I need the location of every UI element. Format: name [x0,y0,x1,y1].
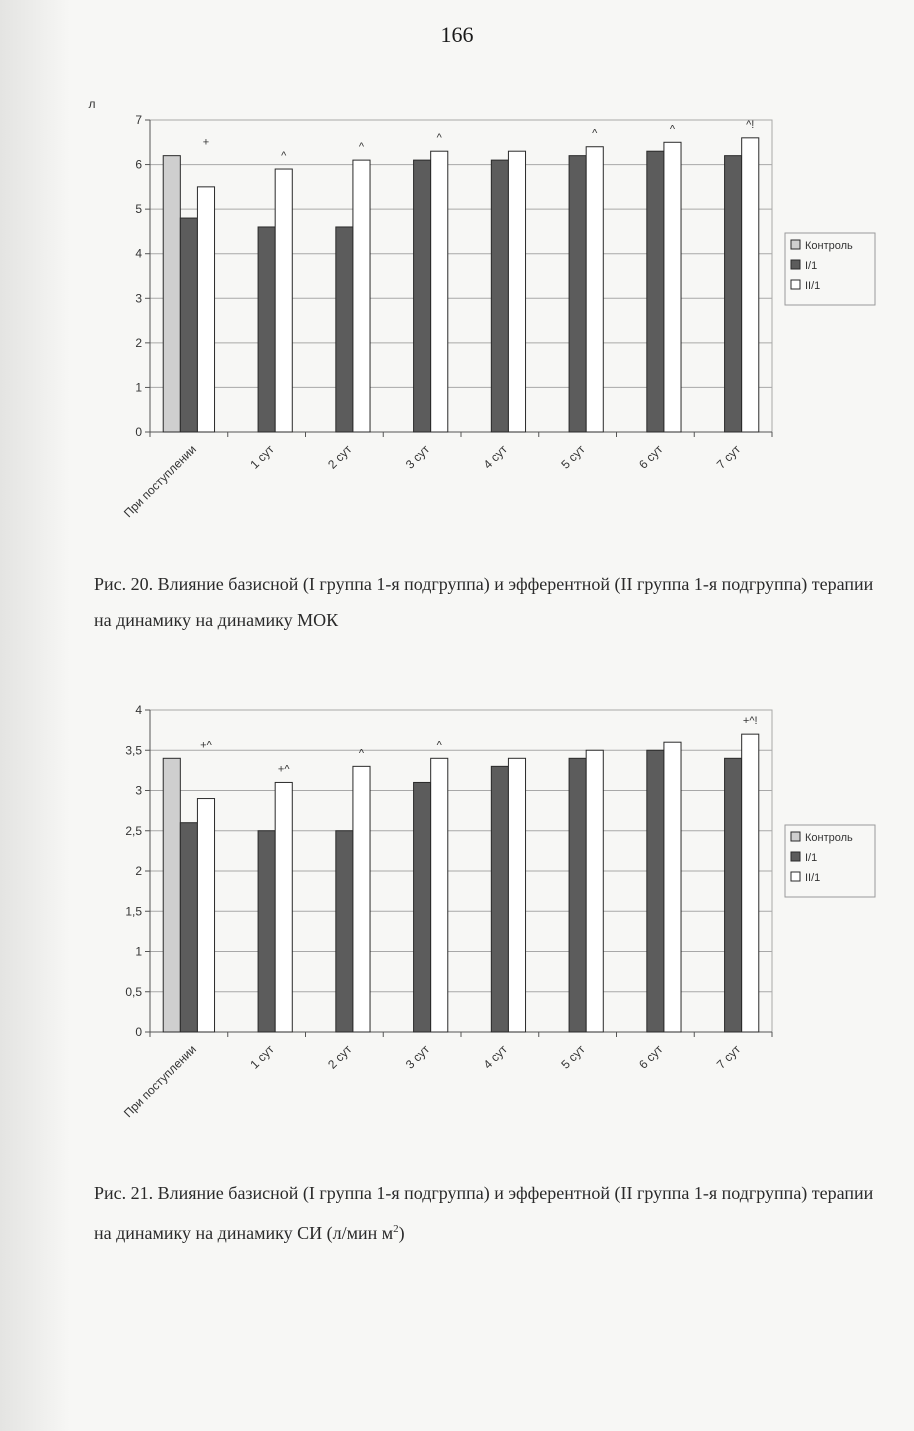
bar-контроль-0 [163,758,180,1032]
figure-21-caption-superscript: 2 [393,1223,399,1235]
legend-swatch [791,872,800,881]
y-tick-label: 4 [135,703,142,717]
legend-label: Контроль [805,832,853,844]
figure-21-caption-suffix: ) [398,1223,405,1243]
bar-ii-1-7 [742,138,759,432]
significance-marker: + [202,136,210,149]
x-category-label: 1 сут [247,442,277,472]
significance-marker: +^ [200,739,212,752]
bar-ii-1-0 [197,187,214,432]
significance-marker: +^! [742,715,758,728]
x-category-label: 5 сут [558,442,588,472]
y-tick-label: 1 [135,944,142,959]
significance-marker: ^ [436,739,442,752]
y-tick-label: 0 [135,1025,142,1039]
bar-ii-1-6 [664,742,681,1032]
y-tick-label: 0 [135,425,142,439]
bar-ii-1-6 [664,142,681,432]
legend-swatch [791,852,800,861]
x-category-label: При поступлении [120,442,199,521]
y-tick-label: 3 [135,291,142,306]
y-tick-label: 6 [135,157,142,172]
x-category-label: 4 сут [480,442,510,472]
bar-ii-1-3 [431,151,448,432]
bar-ii-1-2 [353,766,370,1032]
bar-i-1-5 [569,156,586,432]
x-category-label: 2 сут [325,442,355,472]
significance-marker: ^ [358,141,365,154]
bar-i-1-0 [180,823,197,1032]
bar-ii-1-0 [197,799,214,1032]
bar-i-1-4 [491,160,508,432]
x-category-label: 6 сут [636,442,666,472]
significance-marker: ^ [436,132,442,145]
x-category-label: 6 сут [636,1042,666,1072]
legend-swatch [791,280,800,289]
x-category-label: 3 сут [402,442,433,472]
mok-bar-chart [0,90,914,560]
bar-i-1-3 [414,160,431,432]
page-number: 166 [440,22,474,47]
x-category-label: 7 сут [713,442,744,472]
legend-swatch [791,260,800,269]
bar-i-1-1 [258,831,275,1032]
legend-swatch [791,240,800,249]
figure-20-caption: Рис. 20. Влияние базисной (I группа 1-я подгруппа) и эфферентной (II группа 1-я подгруппа) терапии на динамику на динамику МОК [94,574,874,630]
bar-ii-1-7 [742,734,759,1032]
x-category-label: 1 сут [247,1042,277,1072]
bar-i-1-4 [491,766,508,1032]
legend-swatch [791,832,800,841]
y-tick-label: 7 [135,113,142,127]
y-tick-label: 2 [135,335,142,350]
x-category-label: 7 сут [713,1042,744,1072]
significance-marker: ^! [746,118,755,131]
y-tick-label: 0,5 [125,984,142,999]
significance-marker: ^ [358,747,365,760]
legend-label: II/1 [805,872,821,884]
y-tick-label: 4 [135,246,142,261]
significance-marker: ^ [281,150,287,163]
legend-label: Контроль [805,240,853,252]
si-bar-chart [0,695,914,1155]
significance-marker: +^ [277,763,290,776]
bar-ii-1-1 [275,782,292,1032]
bar-контроль-0 [163,156,180,432]
legend-label: II/1 [805,280,821,292]
bar-ii-1-5 [586,147,603,432]
bar-ii-1-5 [586,750,603,1032]
x-category-label: 2 сут [325,1042,355,1072]
bar-i-1-7 [725,758,742,1032]
x-category-label: 4 сут [480,1042,510,1072]
y-tick-label: 5 [135,202,142,217]
bar-ii-1-4 [508,151,525,432]
bar-i-1-5 [569,758,586,1032]
x-category-label: При поступлении [120,1042,199,1121]
bar-i-1-0 [180,218,197,432]
significance-marker: ^ [669,123,676,136]
legend-label: I/1 [805,852,818,864]
bar-i-1-3 [414,782,431,1032]
x-category-label: 5 сут [558,1042,588,1072]
bar-ii-1-2 [353,160,370,432]
y-tick-label: 3 [135,783,142,798]
bar-i-1-1 [258,227,275,432]
y-tick-label: 3,5 [125,743,142,758]
significance-marker: ^ [592,127,598,140]
y-tick-label: 1,5 [125,904,142,919]
bar-i-1-2 [336,227,353,432]
y-tick-label: 2 [135,864,142,878]
bar-i-1-6 [647,750,664,1032]
figure-21-caption-text: Рис. 21. Влияние базисной (I группа 1-я подгруппа) и эфферентной (II группа 1-я подгруппа) терапии на динамику на динамику СИ (л/мин м [94,1183,874,1243]
legend-label: I/1 [805,260,818,272]
x-category-label: 3 сут [402,1042,433,1072]
bar-i-1-7 [725,156,742,432]
bar-i-1-6 [647,151,664,432]
bar-ii-1-1 [275,169,292,432]
y-axis-label: л [88,97,96,111]
bar-i-1-2 [336,831,353,1032]
figure-21-caption [94,1175,884,1251]
y-tick-label: 1 [135,380,142,395]
bar-ii-1-4 [508,758,525,1032]
y-tick-label: 2,5 [125,823,142,838]
bar-ii-1-3 [431,758,448,1032]
